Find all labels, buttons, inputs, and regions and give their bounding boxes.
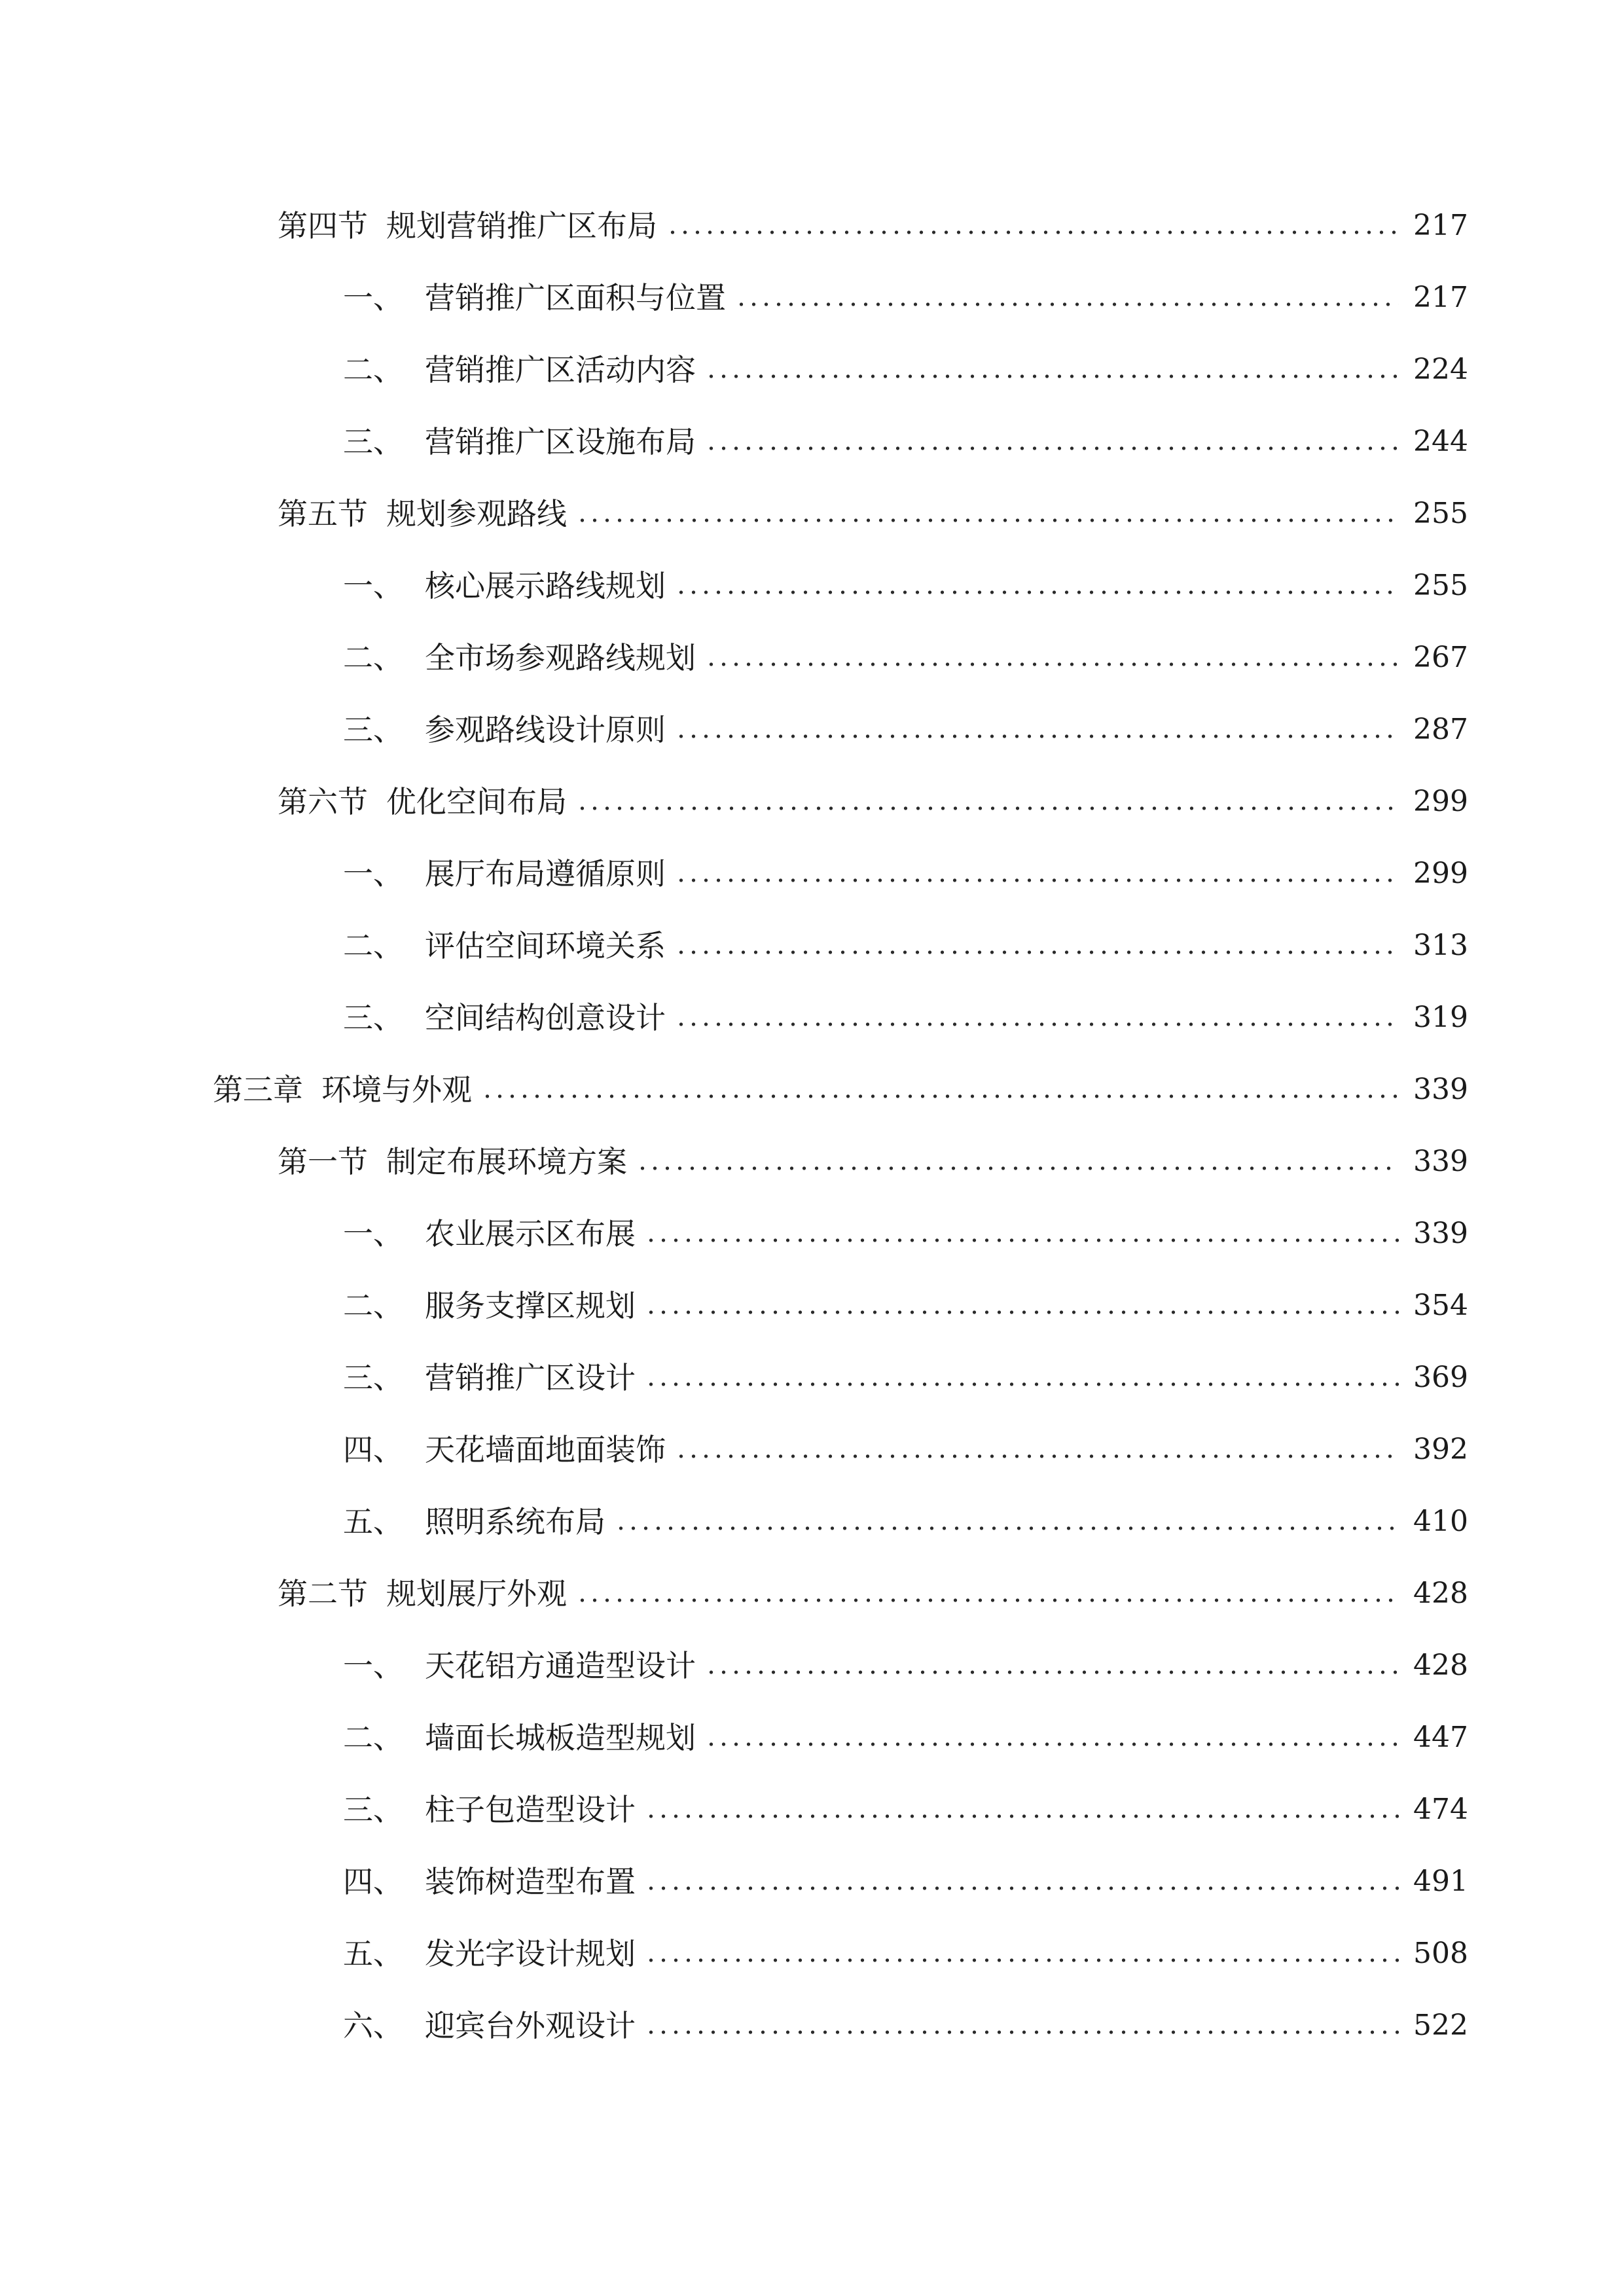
toc-entry-page: 244 xyxy=(1413,425,1468,458)
toc-entry[interactable] xyxy=(0,1270,1624,1342)
toc-entry-title: 规划展厅外观 xyxy=(386,1576,567,1611)
toc-entry-page: 287 xyxy=(1413,713,1468,746)
toc-entry-title: 墙面长城板造型规划 xyxy=(425,1720,696,1755)
toc-entry-title: 迎宾台外观设计 xyxy=(425,2008,636,2043)
dot-leader xyxy=(576,787,1399,817)
toc-entry[interactable] xyxy=(0,1126,1624,1198)
toc-entry[interactable] xyxy=(0,1054,1624,1126)
toc-entry-title: 优化空间布局 xyxy=(386,784,567,819)
dot-leader xyxy=(705,643,1399,673)
toc-entry[interactable] xyxy=(0,406,1624,478)
toc-entry-page: 299 xyxy=(1413,857,1468,890)
toc-entry-title: 营销推广区活动内容 xyxy=(425,352,696,387)
toc-entry-number: 四、 xyxy=(343,1864,403,1899)
toc-entry-page: 299 xyxy=(1413,785,1468,818)
toc-entry-page: 354 xyxy=(1413,1289,1468,1322)
dot-leader xyxy=(645,2011,1399,2041)
toc-entry-title: 制定布展环境方案 xyxy=(386,1144,627,1179)
toc-entry-number: 五、 xyxy=(343,1504,403,1539)
dot-leader xyxy=(735,283,1399,313)
toc-entry[interactable] xyxy=(0,1630,1624,1702)
toc-entry-number: 二、 xyxy=(343,1288,403,1323)
toc-entry-page: 491 xyxy=(1413,1865,1468,1898)
toc-entry[interactable] xyxy=(0,766,1624,838)
toc-entry[interactable] xyxy=(0,1918,1624,1990)
dot-leader xyxy=(675,931,1399,961)
dot-leader xyxy=(576,1579,1399,1609)
toc-entry[interactable] xyxy=(0,1558,1624,1630)
dot-leader xyxy=(645,1867,1399,1897)
toc-entry-number: 第四节 xyxy=(278,208,368,243)
toc-entry[interactable] xyxy=(0,1198,1624,1270)
dot-leader xyxy=(675,1435,1399,1465)
toc-entry-title: 天花铝方通造型设计 xyxy=(425,1648,696,1683)
toc-entry-number: 四、 xyxy=(343,1432,403,1467)
toc-entry[interactable] xyxy=(0,478,1624,550)
toc-entry-number: 三、 xyxy=(343,1360,403,1395)
toc-entry-number: 三、 xyxy=(343,1792,403,1827)
toc-entry-page: 224 xyxy=(1413,353,1468,386)
toc-entry-number: 第二节 xyxy=(278,1576,368,1611)
dot-leader xyxy=(576,499,1399,529)
dot-leader xyxy=(645,1363,1399,1393)
toc-entry-page: 369 xyxy=(1413,1361,1468,1394)
toc-entry-page: 508 xyxy=(1413,1937,1468,1970)
toc-entry-number: 一、 xyxy=(343,1648,403,1683)
toc-entry-number: 第六节 xyxy=(278,784,368,819)
toc-entry-title: 环境与外观 xyxy=(321,1072,472,1107)
toc-entry[interactable] xyxy=(0,550,1624,622)
dot-leader xyxy=(705,1723,1399,1753)
toc-entry-number: 一、 xyxy=(343,280,403,315)
toc-entry-title: 评估空间环境关系 xyxy=(425,928,666,963)
toc-entry-number: 三、 xyxy=(343,1000,403,1035)
toc-entry[interactable] xyxy=(0,982,1624,1054)
toc-entry-number: 第三章 xyxy=(213,1072,303,1107)
toc-entry[interactable] xyxy=(0,1486,1624,1558)
toc-entry-page: 447 xyxy=(1413,1721,1468,1754)
dot-leader xyxy=(645,1219,1399,1249)
toc-entry[interactable] xyxy=(0,1774,1624,1846)
toc-entry-number: 第五节 xyxy=(278,496,368,531)
toc-entry-page: 319 xyxy=(1413,1001,1468,1034)
toc-entry-title: 全市场参观路线规划 xyxy=(425,640,696,675)
toc-entry-page: 392 xyxy=(1413,1433,1468,1466)
dot-leader xyxy=(645,1291,1399,1321)
toc-entry-number: 二、 xyxy=(343,352,403,387)
toc-entry-number: 第一节 xyxy=(278,1144,368,1179)
toc-entry-page: 474 xyxy=(1413,1793,1468,1826)
toc-entry-title: 规划参观路线 xyxy=(386,496,567,531)
toc-entry-title: 柱子包造型设计 xyxy=(425,1792,636,1827)
toc-entry-page: 255 xyxy=(1413,569,1468,602)
toc-entry-number: 二、 xyxy=(343,1720,403,1755)
dot-leader xyxy=(675,859,1399,889)
toc-entry[interactable] xyxy=(0,1846,1624,1918)
dot-leader xyxy=(675,571,1399,601)
toc-entry-page: 428 xyxy=(1413,1577,1468,1610)
table-of-contents xyxy=(0,190,1624,2062)
toc-entry-number: 一、 xyxy=(343,856,403,891)
toc-entry[interactable] xyxy=(0,190,1624,262)
toc-entry[interactable] xyxy=(0,1342,1624,1414)
toc-entry-title: 营销推广区设计 xyxy=(425,1360,636,1395)
toc-entry-number: 一、 xyxy=(343,1216,403,1251)
toc-entry-title: 参观路线设计原则 xyxy=(425,712,666,747)
toc-entry[interactable] xyxy=(0,262,1624,334)
dot-leader xyxy=(675,1003,1399,1033)
toc-entry-number: 六、 xyxy=(343,2008,403,2043)
toc-entry-title: 营销推广区面积与位置 xyxy=(425,280,726,315)
toc-entry-page: 428 xyxy=(1413,1649,1468,1682)
toc-entry[interactable] xyxy=(0,694,1624,766)
dot-leader xyxy=(645,1939,1399,1969)
toc-entry-page: 267 xyxy=(1413,641,1468,674)
toc-entry-title: 核心展示路线规划 xyxy=(425,568,666,603)
toc-entry[interactable] xyxy=(0,1414,1624,1486)
toc-entry-title: 规划营销推广区布局 xyxy=(386,208,657,243)
toc-entry-number: 三、 xyxy=(343,712,403,747)
toc-entry-number: 二、 xyxy=(343,928,403,963)
dot-leader xyxy=(481,1075,1399,1105)
toc-entry[interactable] xyxy=(0,910,1624,982)
toc-entry-title: 照明系统布局 xyxy=(425,1504,605,1539)
toc-entry-page: 217 xyxy=(1413,209,1468,242)
toc-entry-page: 313 xyxy=(1413,929,1468,962)
toc-entry[interactable] xyxy=(0,334,1624,406)
toc-entry-number: 三、 xyxy=(343,424,403,459)
dot-leader xyxy=(666,211,1399,241)
toc-entry-title: 农业展示区布展 xyxy=(425,1216,636,1251)
toc-entry[interactable] xyxy=(0,1702,1624,1774)
toc-entry-page: 339 xyxy=(1413,1217,1468,1250)
toc-entry-page: 255 xyxy=(1413,497,1468,530)
dot-leader xyxy=(675,715,1399,745)
toc-entry-title: 发光字设计规划 xyxy=(425,1936,636,1971)
toc-entry[interactable] xyxy=(0,622,1624,694)
dot-leader xyxy=(645,1795,1399,1825)
dot-leader xyxy=(615,1507,1399,1537)
toc-entry-title: 营销推广区设施布局 xyxy=(425,424,696,459)
dot-leader xyxy=(636,1147,1399,1177)
toc-entry-title: 空间结构创意设计 xyxy=(425,1000,666,1035)
toc-entry-title: 装饰树造型布置 xyxy=(425,1864,636,1899)
toc-entry-page: 339 xyxy=(1413,1073,1468,1106)
toc-entry[interactable] xyxy=(0,1990,1624,2062)
dot-leader xyxy=(705,355,1399,385)
toc-entry-page: 339 xyxy=(1413,1145,1468,1178)
toc-entry[interactable] xyxy=(0,838,1624,910)
dot-leader xyxy=(705,1651,1399,1681)
toc-entry-page: 522 xyxy=(1413,2009,1468,2042)
toc-entry-page: 217 xyxy=(1413,281,1468,314)
toc-entry-number: 五、 xyxy=(343,1936,403,1971)
toc-entry-number: 一、 xyxy=(343,568,403,603)
dot-leader xyxy=(705,427,1399,457)
toc-entry-page: 410 xyxy=(1413,1505,1468,1538)
toc-entry-title: 服务支撑区规划 xyxy=(425,1288,636,1323)
toc-entry-title: 展厅布局遵循原则 xyxy=(425,856,666,891)
toc-entry-title: 天花墙面地面装饰 xyxy=(425,1432,666,1467)
toc-entry-number: 二、 xyxy=(343,640,403,675)
